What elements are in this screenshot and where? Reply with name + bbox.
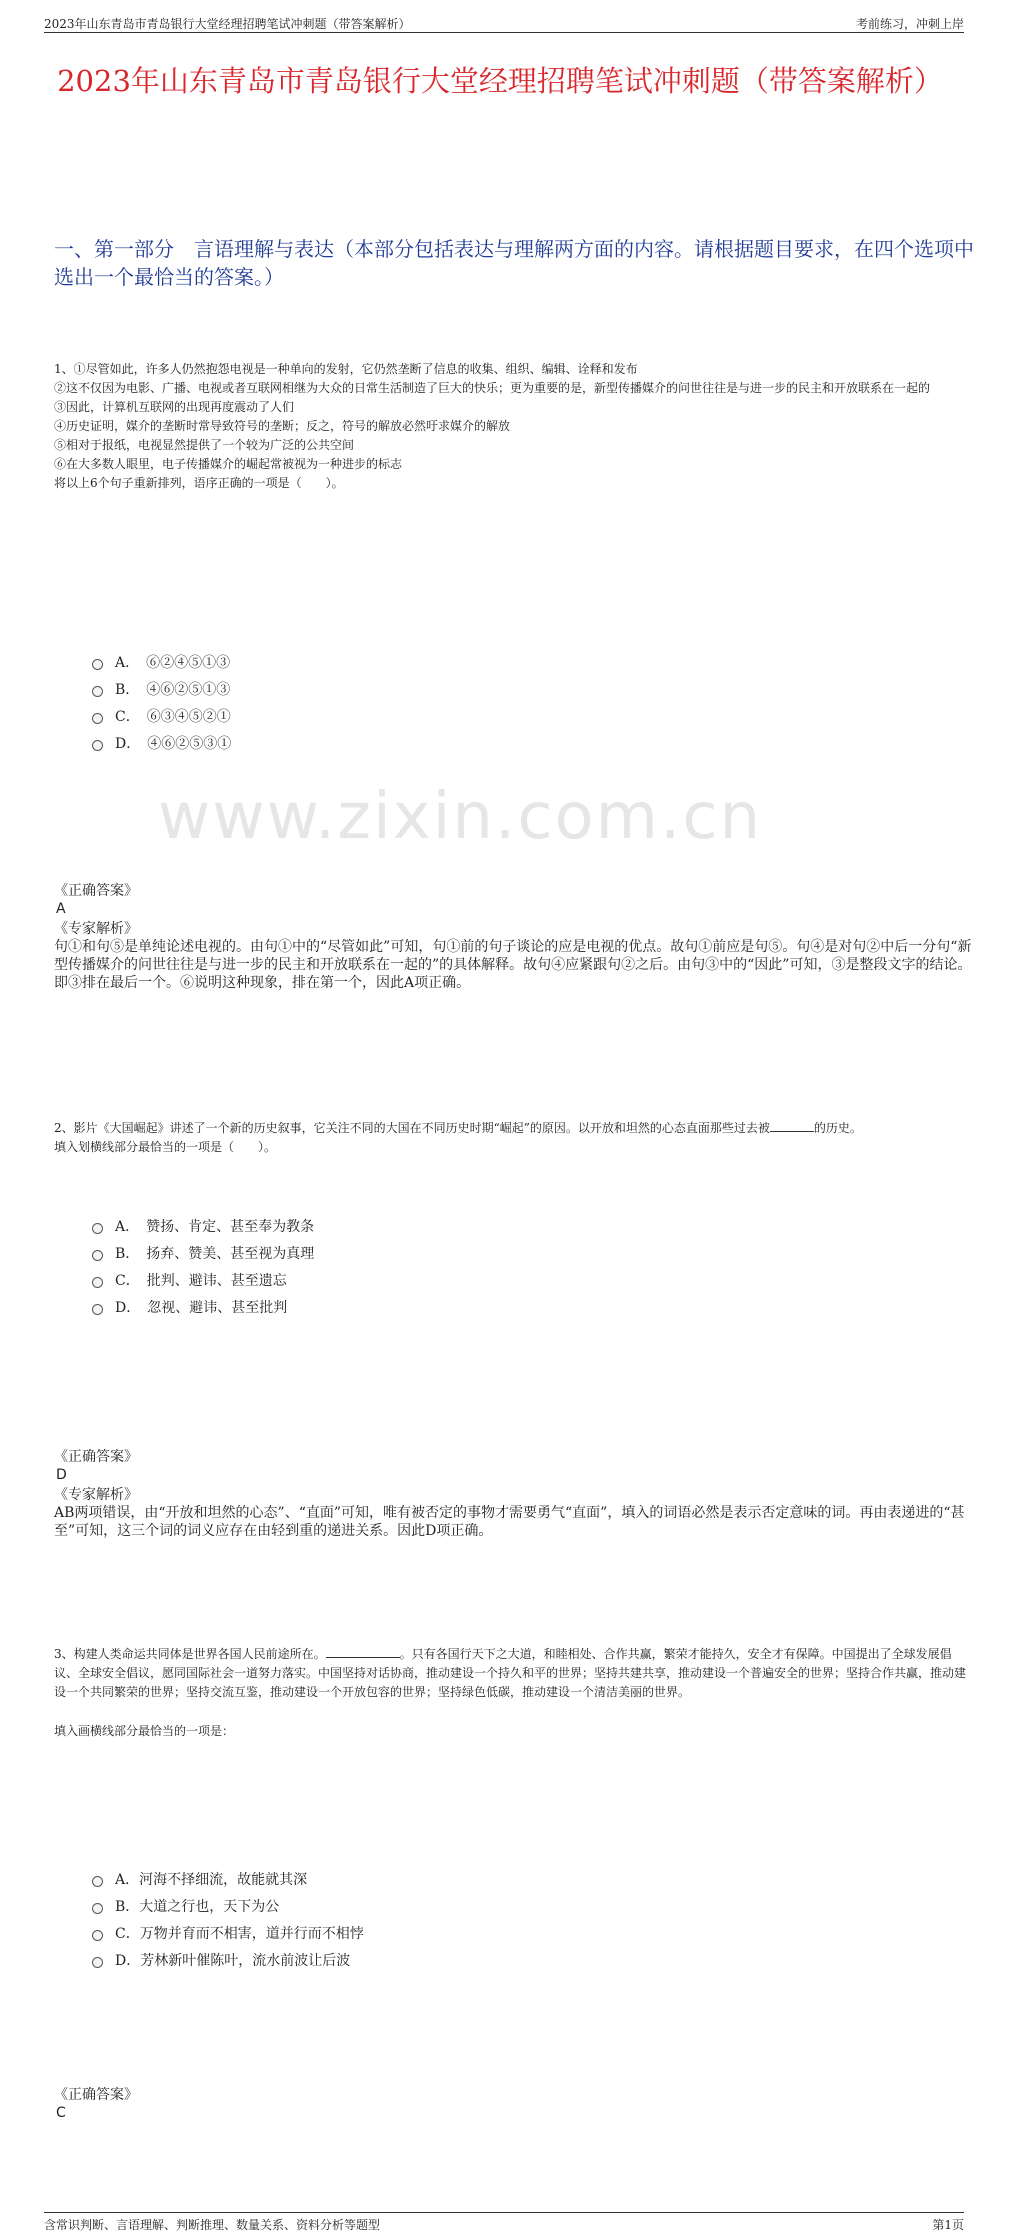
section-heading: 一、第一部分 言语理解与表达（本部分包括表达与理解两方面的内容。请根据题目要求，在四个选项中选出一个最恰当的答案。） [54,237,974,289]
question-2-stem [54,1119,974,1157]
answer-value: C [56,2105,66,2121]
radio-icon[interactable] [92,686,103,697]
analysis-text: 句①和句⑤是单纯论述电视的。由句①中的“尽管如此”可知，句①前的句子谈论的应是电视的优点。故句①前应是句⑤。句④是对句②中后一分句“新型传播媒介的问世往往是与进一步的民主和开放联系在一起的”的具体解释。故句④应紧跟句②之后。由句③中的“因此”可知，③是整段文字的结论。即③排在最后一个。⑥说明这种现象，排在第一个，因此A项正确。 [54,939,972,991]
option-label: A．河海不择细流，故能就其深 [115,1871,308,1888]
question-3-answer-block [54,2086,974,2122]
question-2-option-b[interactable] [92,1239,1012,1266]
page-footer [44,2212,964,2233]
option-label: A． ⑥②④⑤①③ [115,654,231,671]
analysis-text: AB两项错误，由“开放和坦然的心态”、“直面”可知，唯有被否定的事物才需要勇气“直面”，填入的词语必然是表示否定意味的词。再由表递进的“甚至”可知，这三个词的词义应存在由轻到重的递进关系。因此D项正确。 [54,1505,965,1539]
question-2-text [54,1119,974,1138]
answer-label: 《正确答案》 [54,883,138,899]
radio-icon[interactable] [92,1903,103,1914]
radio-icon[interactable] [92,1223,103,1234]
footer-note: 含常识判断、言语理解、判断推理、数量关系、资料分析等题型 [44,2218,381,2232]
radio-icon[interactable] [92,1930,103,1941]
blank-line [770,1119,814,1132]
option-label: D．芳林新叶催陈叶，流水前波让后波 [115,1952,351,1969]
blank-line [326,1645,400,1658]
option-label: B． ④⑥②⑤①③ [115,681,231,698]
question-1-options [92,648,1012,756]
analysis-label: 《专家解析》 [54,921,138,937]
option-label: C． 批判、避讳、甚至遗忘 [115,1272,287,1289]
question-3-stem [54,1645,974,1741]
question-1-option-d[interactable] [92,729,1012,756]
answer-value: A [56,901,66,917]
question-1-answer-block [54,882,974,992]
question-1-option-b[interactable] [92,675,1012,702]
radio-icon[interactable] [92,713,103,724]
question-3-option-c[interactable] [92,1919,1012,1946]
question-1-line: ②这不仅因为电影、广播、电视或者互联网相继为大众的日常生活制造了巨大的快乐；更为重要的是，新型传播媒介的问世往往是与进一步的民主和开放联系在一起的 [54,381,931,395]
radio-icon[interactable] [92,1876,103,1887]
option-label: B． 扬弃、赞美、甚至视为真理 [115,1245,315,1262]
option-label: D． 忽视、避讳、甚至批判 [115,1299,288,1316]
question-2-options [92,1212,1012,1320]
question-2-option-d[interactable] [92,1293,1012,1320]
page-header [44,12,964,33]
stem-before: 3、构建人类命运共同体是世界各国人民前途所在。 [54,1647,326,1661]
question-3-option-a[interactable] [92,1865,1012,1892]
option-label: A． 赞扬、肯定、甚至奉为教条 [115,1218,315,1235]
page-number: 第1页 [932,2218,964,2232]
radio-icon[interactable] [92,1304,103,1315]
option-label: C． ⑥③④⑤②① [115,708,231,725]
answer-value: D [56,1467,67,1483]
header-slogan: 考前练习，冲刺上岸 [855,17,964,31]
answer-label: 《正确答案》 [54,1449,138,1465]
option-label: B．大道之行也，天下为公 [115,1898,280,1915]
question-2-prompt: 填入划横线部分最恰当的一项是（ ）。 [54,1140,277,1154]
option-label: D． ④⑥②⑤③① [115,735,232,752]
question-3-prompt: 填入画横线部分最恰当的一项是： [54,1724,235,1738]
question-1-line: 将以上6个句子重新排列，语序正确的一项是（ ）。 [54,476,344,490]
question-1-line: 1、①尽管如此，许多人仍然抱怨电视是一种单向的发射，它仍然垄断了信息的收集、组织、编辑、诠释和发布 [54,362,638,376]
question-3-options [92,1865,1012,1973]
stem-before: 2、影片《大国崛起》讲述了一个新的历史叙事，它关注不同的大国在不同历史时期“崛起”的原因。以开放和坦然的心态直面那些过去被 [54,1121,770,1135]
question-1-option-c[interactable] [92,702,1012,729]
radio-icon[interactable] [92,1250,103,1261]
question-3-option-d[interactable] [92,1946,1012,1973]
watermark: www.zixin.com.cn [157,780,763,854]
radio-icon[interactable] [92,1957,103,1968]
question-1-line: ⑤相对于报纸，电视显然提供了一个较为广泛的公共空间 [54,438,355,452]
header-doc-title: 2023年山东青岛市青岛银行大堂经理招聘笔试冲刺题（带答案解析） [44,17,411,31]
radio-icon[interactable] [92,659,103,670]
answer-label: 《正确答案》 [54,2087,138,2103]
question-1-stem [54,360,974,493]
question-1-line: ④历史证明，媒介的垄断时常导致符号的垄断；反之，符号的解放必然吁求媒介的解放 [54,419,511,433]
question-2-answer-block [54,1448,974,1540]
question-3-text [54,1645,974,1702]
question-1-line: ③因此，计算机互联网的出现再度震动了人们 [54,400,295,414]
question-2-option-c[interactable] [92,1266,1012,1293]
question-3-option-b[interactable] [92,1892,1012,1919]
question-2-option-a[interactable] [92,1212,1012,1239]
question-1-option-a[interactable] [92,648,1012,675]
stem-after: 的历史。 [813,1121,862,1135]
document-title: 2023年山东青岛市青岛银行大堂经理招聘笔试冲刺题（带答案解析） [57,64,943,98]
radio-icon[interactable] [92,1277,103,1288]
stem-after: 。只有各国行天下之大道，和睦相处、合作共赢，繁荣才能持久，安全才有保障。中国提出了全球发展倡议、全球安全倡议，愿同国际社会一道努力落实。中国坚持对话协商，推动建设一个持久和平的世界；坚持共建共享，推动建设一个普遍安全的世界；坚持合作共赢，推动建设一个共同繁荣的世界；坚持交流互鉴，推动建设一个开放包容的世界；坚持绿色低碳，推动建设一个清洁美丽的世界。 [54,1647,967,1699]
option-label: C．万物并育而不相害，道并行而不相悖 [115,1925,364,1942]
radio-icon[interactable] [92,740,103,751]
question-1-line: ⑥在大多数人眼里，电子传播媒介的崛起常被视为一种进步的标志 [54,457,403,471]
analysis-label: 《专家解析》 [54,1487,138,1503]
